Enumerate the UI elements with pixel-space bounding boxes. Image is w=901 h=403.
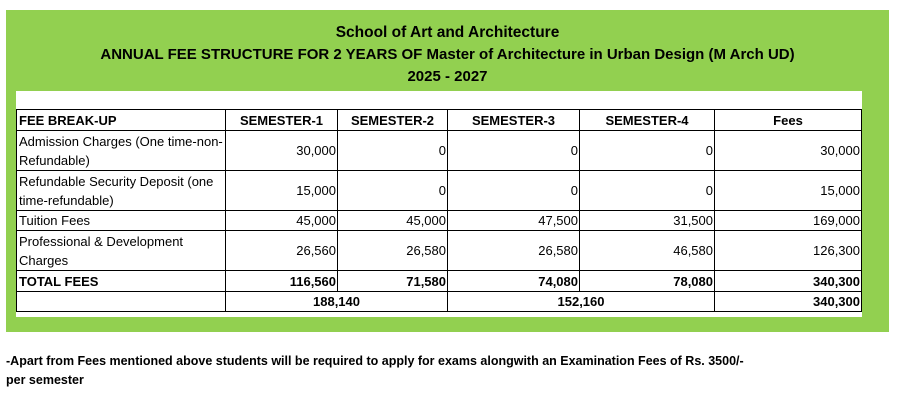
table-cell: 15,000 (715, 171, 862, 211)
total-cell: 116,560 (226, 271, 338, 292)
column-header: SEMESTER-3 (448, 110, 580, 131)
table-cell: 0 (448, 171, 580, 211)
column-header: SEMESTER-2 (338, 110, 448, 131)
column-header: Fees (715, 110, 862, 131)
session-years: 2025 - 2027 (407, 68, 488, 85)
table-cell: 0 (580, 171, 715, 211)
total-label: TOTAL FEES (17, 271, 226, 292)
table-cell: 45,000 (226, 211, 338, 231)
table-cell: 45,000 (338, 211, 448, 231)
row-label: Admission Charges (One time-non-Refundable) (17, 131, 226, 171)
table-cell: 169,000 (715, 211, 862, 231)
total-cell: 74,080 (448, 271, 580, 292)
table-cell: 26,560 (226, 231, 338, 271)
table-cell: 26,580 (338, 231, 448, 271)
table-cell: 0 (338, 171, 448, 211)
total-row (17, 271, 862, 292)
table-cell: 0 (448, 131, 580, 171)
table-row (17, 131, 862, 171)
table-cell: 0 (580, 131, 715, 171)
row-label: Refundable Security Deposit (one time-refundable) (17, 171, 226, 211)
table-cell: 15,000 (226, 171, 338, 211)
fee-table (16, 109, 862, 312)
year-1-total: 188,140 (226, 292, 448, 312)
table-cell: 47,500 (448, 211, 580, 231)
total-cell: 78,080 (580, 271, 715, 292)
table-cell: 46,580 (580, 231, 715, 271)
column-header: FEE BREAK-UP (17, 110, 226, 131)
table-cell: 30,000 (715, 131, 862, 171)
table-cell: 26,580 (448, 231, 580, 271)
note-line-1: -Apart from Fees mentioned above students will be required to apply for exams alongwith an Examination Fees of Rs. 3500/- (6, 354, 744, 368)
document-title: ANNUAL FEE STRUCTURE FOR 2 YEARS OF Master of Architecture in Urban Design (M Arch UD) (100, 46, 795, 63)
column-header: SEMESTER-1 (226, 110, 338, 131)
empty-cell (17, 292, 226, 312)
note-line-2: per semester (6, 373, 84, 387)
exam-fee-note (6, 352, 806, 390)
total-cell: 340,300 (715, 271, 862, 292)
table-header-row (17, 110, 862, 131)
school-title: School of Art and Architecture (335, 24, 560, 41)
table-cell: 0 (338, 131, 448, 171)
table-cell: 30,000 (226, 131, 338, 171)
total-cell: 71,580 (338, 271, 448, 292)
table-cell: 126,300 (715, 231, 862, 271)
row-label: Professional & Development Charges (17, 231, 226, 271)
table-row (17, 171, 862, 211)
year-2-total: 152,160 (448, 292, 715, 312)
table-cell: 31,500 (580, 211, 715, 231)
table-row (17, 231, 862, 271)
yearly-total-row (17, 292, 862, 312)
row-label: Tuition Fees (17, 211, 226, 231)
fee-sheet (16, 91, 862, 317)
column-header: SEMESTER-4 (580, 110, 715, 131)
grand-total: 340,300 (715, 292, 862, 312)
title-block (6, 22, 889, 88)
table-row (17, 211, 862, 231)
